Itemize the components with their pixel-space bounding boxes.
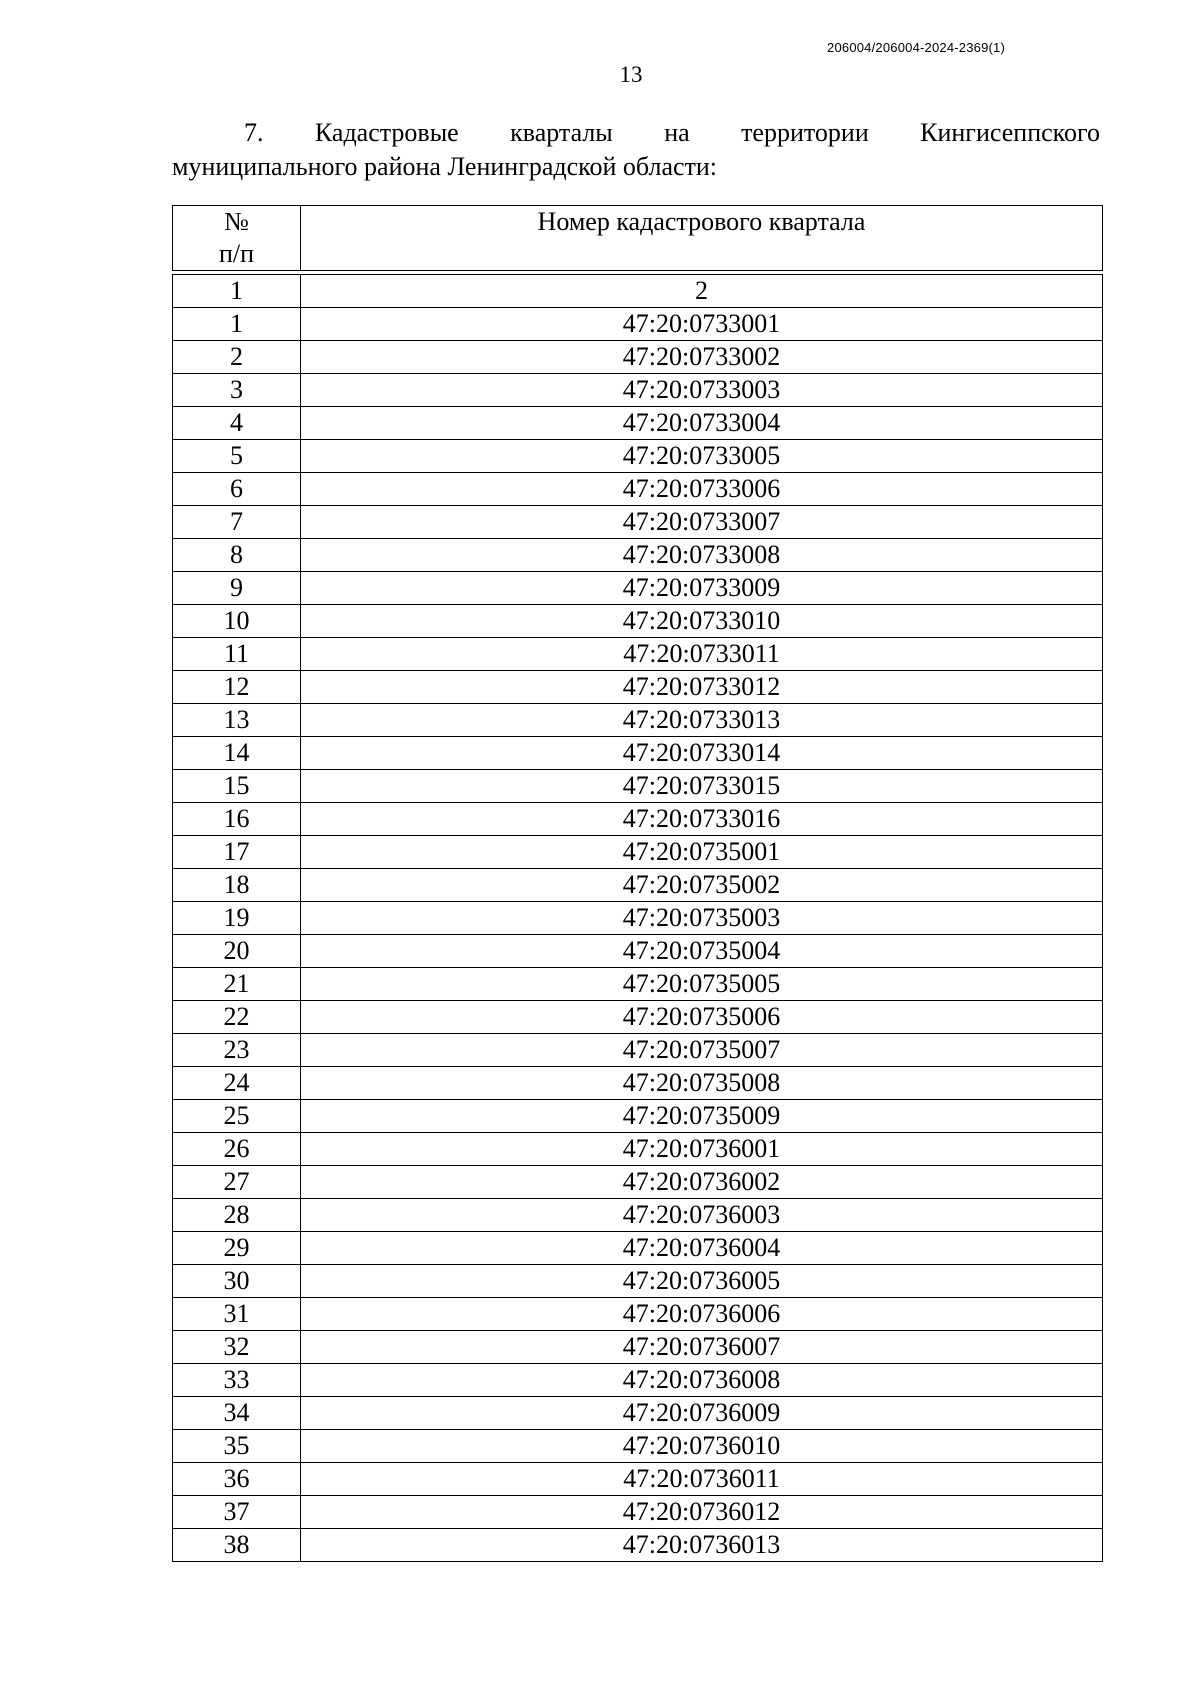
cadastral-number: 47:20:0733013 <box>301 704 1103 737</box>
header-cadastral-number-column: Номер кадастрового квартала <box>301 206 1103 271</box>
cadastral-number: 47:20:0733008 <box>301 539 1103 572</box>
table-header-row <box>173 206 1103 271</box>
table-row <box>173 770 1103 803</box>
cadastral-number: 47:20:0736007 <box>301 1331 1103 1364</box>
row-number: 16 <box>173 803 301 836</box>
row-number: 10 <box>173 605 301 638</box>
header-number-abbrev: п/п <box>218 239 255 268</box>
row-number: 33 <box>173 1364 301 1397</box>
row-number: 7 <box>173 506 301 539</box>
header-number-symbol: № <box>224 207 249 236</box>
row-number: 29 <box>173 1232 301 1265</box>
row-number: 9 <box>173 572 301 605</box>
table-row <box>173 902 1103 935</box>
table-row <box>173 836 1103 869</box>
cadastral-number: 47:20:0733012 <box>301 671 1103 704</box>
row-number: 25 <box>173 1100 301 1133</box>
heading-word: на <box>664 118 690 147</box>
row-number: 21 <box>173 968 301 1001</box>
row-number: 15 <box>173 770 301 803</box>
row-number: 1 <box>173 308 301 341</box>
table-row <box>173 1397 1103 1430</box>
heading-word: Кингисеппского <box>920 118 1100 147</box>
table-row <box>173 1496 1103 1529</box>
table-row <box>173 341 1103 374</box>
cadastral-number: 47:20:0733007 <box>301 506 1103 539</box>
cadastral-number: 47:20:0735008 <box>301 1067 1103 1100</box>
table-row <box>173 968 1103 1001</box>
table-row <box>173 1364 1103 1397</box>
table-row <box>173 440 1103 473</box>
table-row <box>173 473 1103 506</box>
table-row <box>173 1100 1103 1133</box>
row-number: 32 <box>173 1331 301 1364</box>
cadastral-number: 47:20:0735004 <box>301 935 1103 968</box>
heading-word: кварталы <box>510 118 613 147</box>
cadastral-number: 47:20:0733004 <box>301 407 1103 440</box>
cadastral-number: 47:20:0733006 <box>301 473 1103 506</box>
table-row <box>173 308 1103 341</box>
cadastral-number: 47:20:0736011 <box>301 1463 1103 1496</box>
row-number: 34 <box>173 1397 301 1430</box>
row-number: 13 <box>173 704 301 737</box>
cadastral-number: 47:20:0736012 <box>301 1496 1103 1529</box>
row-number: 5 <box>173 440 301 473</box>
row-number: 31 <box>173 1298 301 1331</box>
row-number: 30 <box>173 1265 301 1298</box>
table-row <box>173 1529 1103 1562</box>
row-number: 22 <box>173 1001 301 1034</box>
table-row <box>173 1430 1103 1463</box>
row-number: 26 <box>173 1133 301 1166</box>
row-number: 27 <box>173 1166 301 1199</box>
table-row <box>173 1265 1103 1298</box>
cadastral-number: 47:20:0735002 <box>301 869 1103 902</box>
cadastral-number: 47:20:0733009 <box>301 572 1103 605</box>
cadastral-number: 47:20:0736008 <box>301 1364 1103 1397</box>
row-number: 37 <box>173 1496 301 1529</box>
cadastral-number: 47:20:0733001 <box>301 308 1103 341</box>
page-number: 13 <box>619 62 643 87</box>
row-number: 3 <box>173 374 301 407</box>
table-index-row <box>173 275 1103 308</box>
table-row <box>173 704 1103 737</box>
table-row <box>173 374 1103 407</box>
cadastral-number: 47:20:0736003 <box>301 1199 1103 1232</box>
heading-word: Кадастровые <box>314 118 459 147</box>
cadastral-number: 47:20:0736010 <box>301 1430 1103 1463</box>
heading-line-2: муниципального района Ленинградской области: <box>172 152 718 181</box>
row-number: 28 <box>173 1199 301 1232</box>
cadastral-number: 47:20:0736002 <box>301 1166 1103 1199</box>
cadastral-number: 47:20:0736005 <box>301 1265 1103 1298</box>
cadastral-number: 47:20:0735009 <box>301 1100 1103 1133</box>
table-row <box>173 407 1103 440</box>
cadastral-number: 47:20:0733015 <box>301 770 1103 803</box>
cadastral-number: 47:20:0733011 <box>301 638 1103 671</box>
table-row <box>173 1001 1103 1034</box>
cadastral-number: 47:20:0736013 <box>301 1529 1103 1562</box>
heading-word: территории <box>741 118 869 147</box>
row-number: 11 <box>173 638 301 671</box>
cadastral-number: 47:20:0733005 <box>301 440 1103 473</box>
table-row <box>173 1199 1103 1232</box>
table-row <box>173 1034 1103 1067</box>
row-number: 14 <box>173 737 301 770</box>
table-row <box>173 671 1103 704</box>
table-row <box>173 1463 1103 1496</box>
table-row <box>173 803 1103 836</box>
table-row <box>173 1067 1103 1100</box>
row-number: 23 <box>173 1034 301 1067</box>
cadastral-quarters-table <box>172 205 1103 1562</box>
table-row <box>173 1331 1103 1364</box>
cadastral-number: 47:20:0736006 <box>301 1298 1103 1331</box>
table-row <box>173 737 1103 770</box>
table-row <box>173 1133 1103 1166</box>
row-number: 2 <box>173 341 301 374</box>
row-number: 20 <box>173 935 301 968</box>
row-number: 8 <box>173 539 301 572</box>
row-number: 12 <box>173 671 301 704</box>
table-row <box>173 1232 1103 1265</box>
row-number: 4 <box>173 407 301 440</box>
row-number: 18 <box>173 869 301 902</box>
cadastral-number: 47:20:0733016 <box>301 803 1103 836</box>
table-row <box>173 506 1103 539</box>
row-number: 24 <box>173 1067 301 1100</box>
cadastral-number: 47:20:0736004 <box>301 1232 1103 1265</box>
cadastral-table-container <box>172 205 1102 1562</box>
row-number: 38 <box>173 1529 301 1562</box>
index-col-1: 1 <box>173 275 301 308</box>
cadastral-number: 47:20:0733002 <box>301 341 1103 374</box>
section-heading <box>172 116 1100 184</box>
cadastral-number: 47:20:0736009 <box>301 1397 1103 1430</box>
cadastral-number: 47:20:0736001 <box>301 1133 1103 1166</box>
table-row <box>173 539 1103 572</box>
cadastral-number: 47:20:0733014 <box>301 737 1103 770</box>
row-number: 17 <box>173 836 301 869</box>
cadastral-number: 47:20:0735001 <box>301 836 1103 869</box>
header-number-column <box>173 206 301 271</box>
table-row <box>173 1166 1103 1199</box>
cadastral-number: 47:20:0735005 <box>301 968 1103 1001</box>
cadastral-number: 47:20:0735007 <box>301 1034 1103 1067</box>
table-body <box>173 275 1103 1562</box>
heading-word: 7. <box>244 118 264 147</box>
index-col-2: 2 <box>301 275 1103 308</box>
table-row <box>173 935 1103 968</box>
table-row <box>173 638 1103 671</box>
row-number: 36 <box>173 1463 301 1496</box>
table-row <box>173 1298 1103 1331</box>
cadastral-number: 47:20:0733010 <box>301 605 1103 638</box>
row-number: 6 <box>173 473 301 506</box>
table-row <box>173 605 1103 638</box>
table-row <box>173 572 1103 605</box>
cadastral-number: 47:20:0733003 <box>301 374 1103 407</box>
table-row <box>173 869 1103 902</box>
heading-line-1 <box>172 116 1100 150</box>
row-number: 19 <box>173 902 301 935</box>
document-id: 206004/206004-2024-2369(1) <box>827 40 1005 55</box>
cadastral-number: 47:20:0735003 <box>301 902 1103 935</box>
row-number: 35 <box>173 1430 301 1463</box>
cadastral-number: 47:20:0735006 <box>301 1001 1103 1034</box>
